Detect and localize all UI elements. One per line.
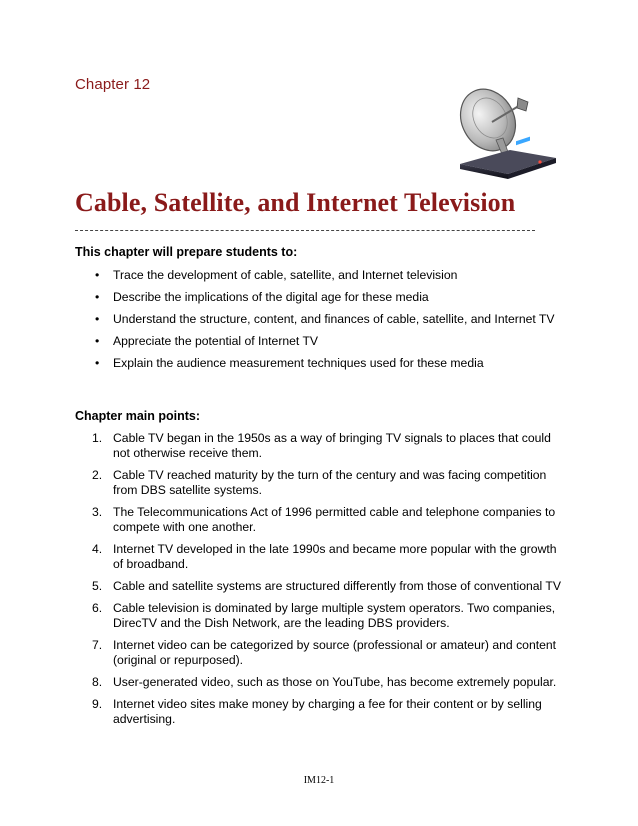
satellite-dish-receiver-icon [452,82,562,180]
point-number: 8. [92,675,103,689]
point-text: Internet video sites make money by charging a fee for their content or by selling advertising. [113,697,542,726]
point-text: Internet TV developed in the late 1990s and became more popular with the growth of broadband. [113,542,557,571]
list-item [75,431,565,461]
point-number: 5. [92,579,103,593]
main-points-list [75,431,565,734]
point-number: 3. [92,505,103,519]
list-item [75,334,555,349]
list-item [75,542,565,572]
point-number: 1. [92,431,103,445]
point-text: The Telecommunications Act of 1996 permitted cable and telephone companies to compete with one another. [113,505,556,534]
list-item [75,290,555,305]
bullet-icon: • [95,290,100,304]
list-item [75,697,565,727]
objective-text: Appreciate the potential of Internet TV [113,334,319,348]
objectives-heading: This chapter will prepare students to: [75,245,298,259]
list-item [75,579,565,594]
objective-text: Trace the development of cable, satellite, and Internet television [113,268,458,282]
point-number: 2. [92,468,103,482]
list-item [75,638,565,668]
point-text: Cable and satellite systems are structured differently from those of conventional TV [113,579,562,593]
list-item [75,675,565,690]
document-title: Cable, Satellite, and Internet Television [75,188,516,217]
bullet-icon: • [95,268,100,282]
objective-text: Understand the structure, content, and finances of cable, satellite, and Internet TV [113,312,555,326]
list-item [75,312,555,327]
point-number: 6. [92,601,103,615]
bullet-icon: • [95,312,100,326]
main-points-heading: Chapter main points: [75,409,201,423]
bullet-icon: • [95,356,100,370]
point-text: Cable TV began in the 1950s as a way of bringing TV signals to places that could not otherwise receive them. [113,431,551,460]
page-number: IM12-1 [303,775,335,786]
point-text: Internet video can be categorized by source (professional or amateur) and content (original or repurposed). [113,638,557,667]
point-text: User-generated video, such as those on YouTube, has become extremely popular. [113,675,557,689]
point-text: Cable TV reached maturity by the turn of the century and was facing competition from DBS satellite systems. [113,468,547,497]
list-item [75,356,555,371]
point-number: 9. [92,697,103,711]
point-text: Cable television is dominated by large multiple system operators. Two companies, DirecTV and the Dish Network, are the leading DBS providers. [113,601,556,630]
point-number: 4. [92,542,103,556]
point-number: 7. [92,638,103,652]
bullet-icon: • [95,334,100,348]
list-item [75,505,565,535]
objective-text: Describe the implications of the digital age for these media [113,290,429,304]
objective-text: Explain the audience measurement techniques used for these media [113,356,484,370]
objectives-list [75,268,555,378]
list-item [75,468,565,498]
title-divider [75,230,535,231]
list-item [75,268,555,283]
list-item [75,601,565,631]
chapter-label: Chapter 12 [75,76,151,93]
